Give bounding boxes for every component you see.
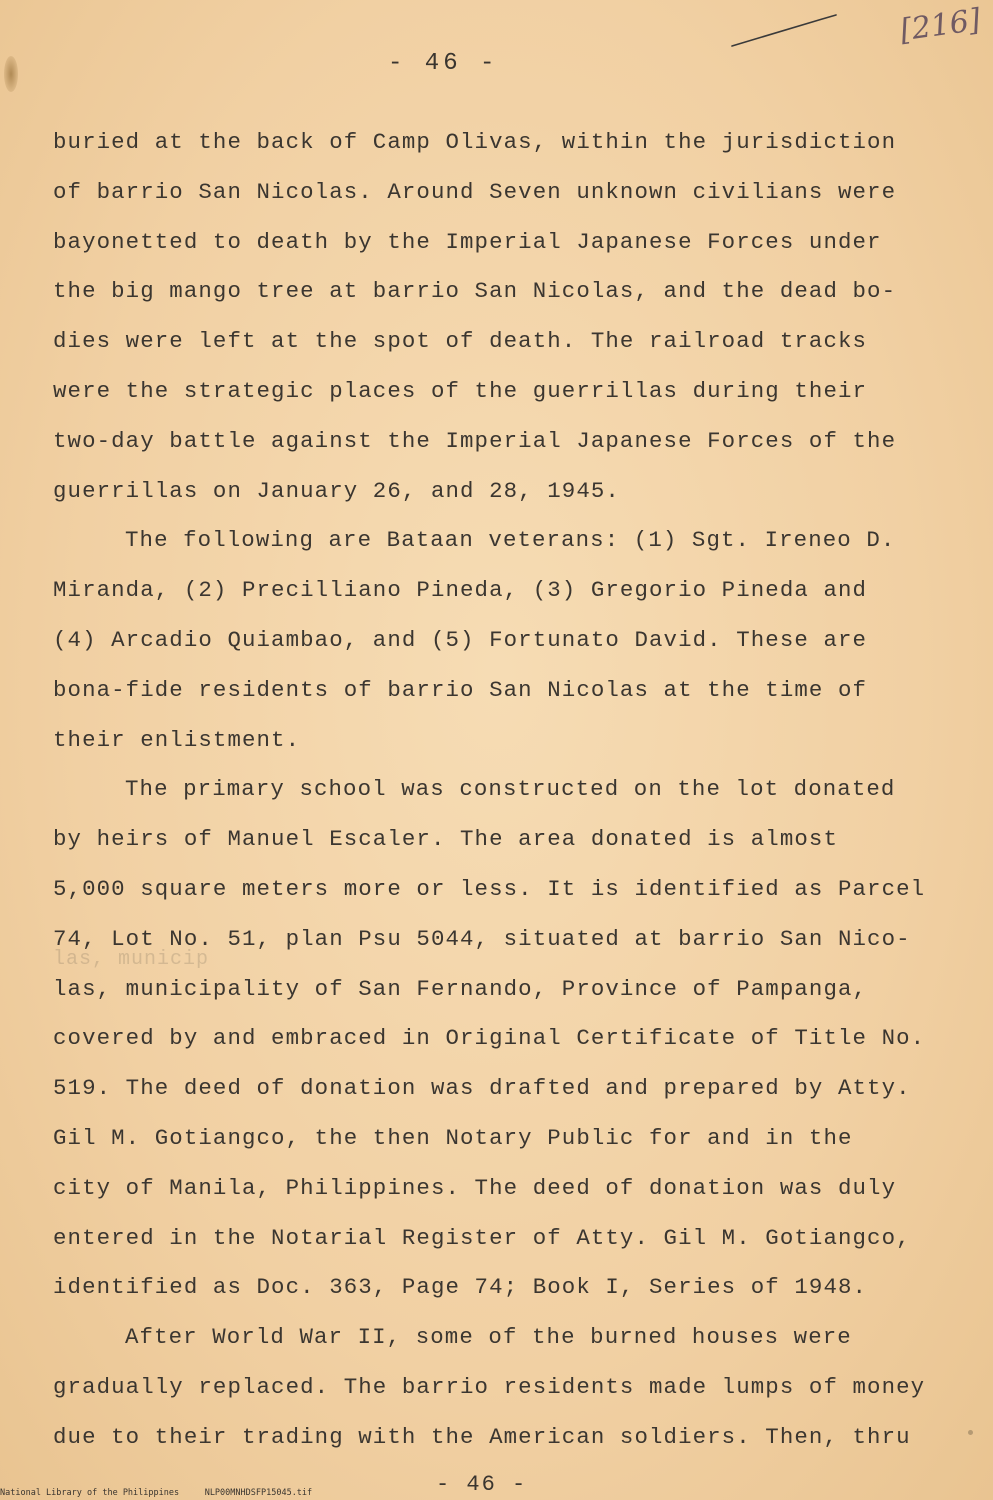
text-line: (4) Arcadio Quiambao, and (5) Fortunato David. These are [53, 626, 868, 653]
text-line: Miranda, (2) Precilliano Pineda, (3) Gregorio Pineda and [53, 577, 868, 604]
archive-reference-number: [216] [897, 2, 983, 49]
page-number-bottom: - 46 - [436, 1472, 528, 1497]
text-line: las, municipality of San Fernando, Province of Pampanga, [53, 975, 868, 1002]
text-line: city of Manila, Philippines. The deed of donation was duly [53, 1174, 897, 1201]
page-number-top: - 46 - [388, 50, 499, 77]
text-line: 5,000 square meters more or less. It is identified as Parcel [53, 875, 926, 902]
scan-caption: National Library of the Philippines NLP00MNHDSFP15045.tif [0, 1488, 313, 1498]
pen-stroke-mark [728, 12, 843, 52]
text-line: 74, Lot No. 51, plan Psu 5044, situated at barrio San Nico- [53, 925, 911, 952]
text-line: two-day battle against the Imperial Japanese Forces of the [53, 427, 897, 454]
text-line: were the strategic places of the guerrillas during their [53, 377, 868, 404]
text-line: the big mango tree at barrio San Nicolas, and the dead bo- [53, 278, 897, 305]
text-line: their enlistment. [53, 726, 301, 753]
faint-strikethrough-text: las, municip [53, 948, 210, 971]
text-line: The following are Bataan veterans: (1) Sgt. Ireneo D. [125, 527, 896, 554]
text-line: due to their trading with the American soldiers. Then, thru [53, 1423, 911, 1450]
paper-speck [968, 1430, 973, 1435]
text-line: 519. The deed of donation was drafted and prepared by Atty. [53, 1075, 911, 1102]
text-line: by heirs of Manuel Escaler. The area donated is almost [53, 826, 838, 853]
text-line: bayonetted to death by the Imperial Japanese Forces under [53, 228, 882, 255]
text-line: of barrio San Nicolas. Around Seven unknown civilians were [53, 178, 897, 205]
text-line: gradually replaced. The barrio residents made lumps of money [53, 1373, 926, 1400]
paper-stain [4, 56, 18, 92]
text-line: dies were left at the spot of death. The railroad tracks [53, 328, 868, 355]
document-body [53, 124, 953, 1469]
text-line: guerrillas on January 26, and 28, 1945. [53, 477, 620, 504]
text-line: identified as Doc. 363, Page 74; Book I, Series of 1948. [53, 1274, 868, 1301]
text-line: entered in the Notarial Register of Atty. Gil M. Gotiangco, [53, 1224, 911, 1251]
text-line: The primary school was constructed on the lot donated [125, 776, 896, 803]
text-line: Gil M. Gotiangco, the then Notary Public for and in the [53, 1124, 853, 1151]
text-line: After World War II, some of the burned houses were [125, 1324, 852, 1351]
text-line: covered by and embraced in Original Certificate of Title No. [53, 1025, 926, 1052]
text-line: bona-fide residents of barrio San Nicolas at the time of [53, 676, 868, 703]
text-line: buried at the back of Camp Olivas, within the jurisdiction [53, 129, 897, 155]
